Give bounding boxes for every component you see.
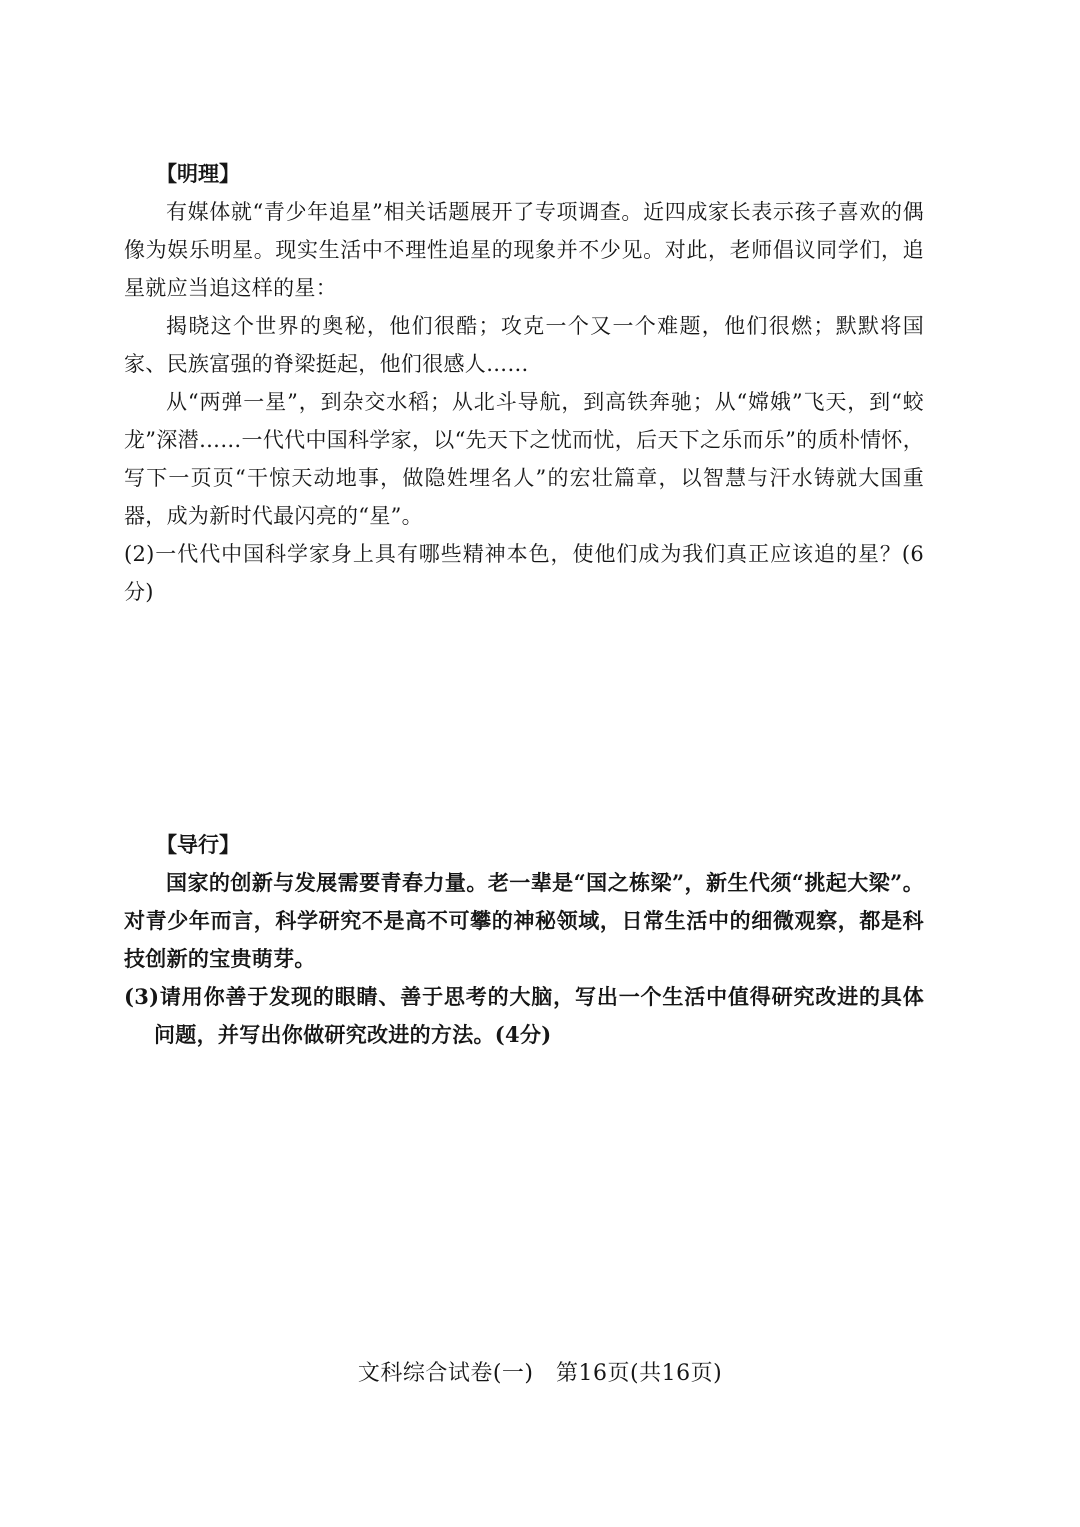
mingli-body	[124, 193, 924, 611]
mingli-paragraph-1: 有媒体就“青少年追星”相关话题展开了专项调查。近四成家长表示孩子喜欢的偶像为娱乐明星。现实生活中不理性追星的现象并不少见。对此，老师倡议同学们，追星就应当追这样的星：	[124, 200, 924, 300]
daoxing-paragraph: 国家的创新与发展需要青春力量。老一辈是“国之栋梁”，新生代须“挑起大梁”。对青少年而言，科学研究不是高不可攀的神秘领域，日常生活中的细微观察，都是科技创新的宝贵萌芽。	[124, 870, 924, 971]
page-footer: 文科综合试卷(一) 第16页(共16页)	[357, 1361, 723, 1386]
mingli-paragraph-3: 从“两弹一星”，到杂交水稻；从北斗导航，到高铁奔驰；从“嫦娥”飞天，到“蛟龙”深潜……一代代中国科学家，以“先天下之忧而忧，后天下之乐而乐”的质朴情怀，写下一页页“干惊天动地事，做隐姓埋名人”的宏壮篇章，以智慧与汗水铸就大国重器，成为新时代最闪亮的“星”。	[124, 390, 924, 528]
question-3: (3)请用你善于发现的眼睛、善于思考的大脑，写出一个生活中值得研究改进的具体问题，并写出你做研究改进的方法。(4分)	[124, 984, 924, 1047]
daoxing-body	[124, 864, 924, 1054]
section-heading-daoxing: 【导行】	[156, 832, 240, 857]
mingli-paragraph-2: 揭晓这个世界的奥秘，他们很酷；攻克一个又一个难题，他们很燃；默默将国家、民族富强的脊梁挺起，他们很感人……	[124, 314, 924, 376]
section-heading-mingli: 【明理】	[156, 161, 240, 186]
question-2: (2)一代代中国科学家身上具有哪些精神本色，使他们成为我们真正应该追的星？(6分)	[124, 542, 924, 604]
